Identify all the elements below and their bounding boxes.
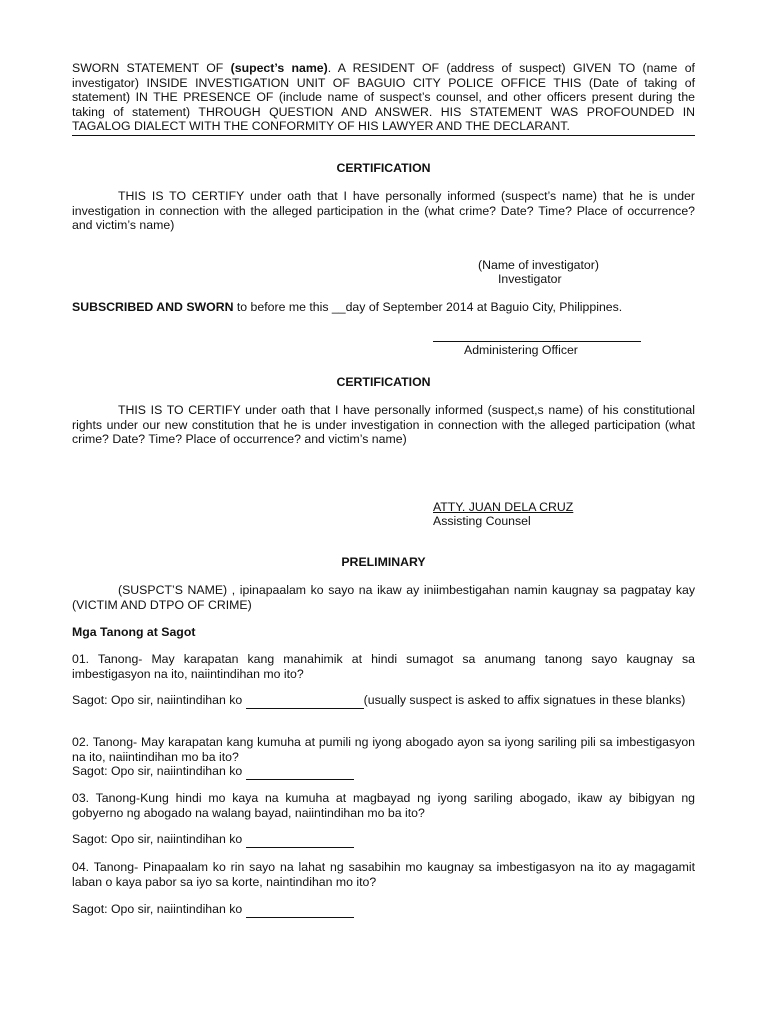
answer-1-prefix: Sagot: Opo sir, naiintindihan ko	[72, 693, 246, 707]
preliminary-body: (SUSPCT’S NAME) , ipinapaalam ko sayo na ikaw ay iniimbestigahan namin kaugnay sa pagpatay kay (VICTIM AND DTPO OF CRIME)	[72, 583, 695, 612]
question-3: 03. Tanong-Kung hindi mo kaya na kumuha at magbayad ng iyong sariling abogado, ikaw ay bibigyan ng gobyerno ng abogado na walang bayad, naiintindihan mo ba ito?	[72, 791, 695, 820]
question-2: 02. Tanong- May karapatan kang kumuha at pumili ng iyong abogado ayon sa iyong sariling pili sa imbestigasyon na ito, naiintindihan mo ba ito?	[72, 735, 695, 764]
qa-heading: Mga Tanong at Sagot	[72, 625, 196, 639]
signature-blank-4	[246, 902, 354, 918]
counsel-title: Assisting Counsel	[433, 514, 531, 528]
signature-blank-1	[246, 693, 364, 709]
answer-4-text: Sagot: Opo sir, naiintindihan ko	[72, 902, 246, 916]
intro-part1: SWORN STATEMENT OF	[72, 61, 231, 75]
administering-officer-label: Administering Officer	[464, 343, 578, 357]
subscribed-sworn-line	[72, 300, 695, 315]
suspect-name-placeholder: (supect’s name)	[230, 61, 328, 75]
answer-2	[72, 764, 695, 780]
answer-1-suffix: (usually suspect is asked to affix signatues in these blanks)	[363, 693, 686, 707]
certification-body-1: THIS IS TO CERTIFY under oath that I have personally informed (suspect’s name) that he is under investigation in connection with the alleged participation in the (what crime? Date? Time? Place of occurrence? and victim’s name)	[72, 189, 695, 232]
question-4: 04. Tanong- Pinapaalam ko rin sayo na lahat ng sasabihin mo kaugnay sa imbestigasyon na ito ay magagamit laban o kaya pabor sa iyo sa korte, naintindihan mo ito?	[72, 860, 695, 889]
answer-1	[72, 693, 695, 709]
intro-part2: . A RESIDENT OF (address of suspect) GIVEN TO (name of investigator) INSIDE INVESTIGATION UNIT OF BAGUIO CITY POLICE OFFICE THIS (Date of taking of statement) IN THE PRESENCE OF (include name of suspect’s counsel, and other officers present during the taking of statement) THROUGH QUESTION AND ANSWER. HIS STATEMENT WAS PROFOUNDED IN TAGALOG DIALECT WITH THE CONFORMITY OF HIS LAWYER AND THE DECLARANT.	[72, 61, 695, 133]
certification-title-1: CERTIFICATION	[336, 161, 431, 175]
answer-4	[72, 902, 695, 918]
subscribed-bold: SUBSCRIBED AND SWORN	[72, 300, 234, 314]
counsel-name: ATTY. JUAN DELA CRUZ	[433, 500, 574, 514]
investigator-name: (Name of investigator)	[478, 258, 599, 272]
answer-2-text: Sagot: Opo sir, naiintindihan ko	[72, 764, 246, 778]
administering-officer-signature-line	[433, 341, 641, 342]
answer-3-text: Sagot: Opo sir, naiintindihan ko	[72, 832, 246, 846]
certification-title-2: CERTIFICATION	[336, 375, 431, 389]
investigator-title: Investigator	[498, 272, 562, 286]
signature-blank-2	[246, 764, 354, 780]
certification-body-2: THIS IS TO CERTIFY under oath that I have personally informed (suspect,s name) of his constitutional rights under our new constitution that he is under investigation in connection with the alleged participation (what crime? Date? Time? Place of occurrence? and victim’s name)	[72, 403, 695, 446]
preliminary-title: PRELIMINARY	[341, 555, 426, 569]
answer-3	[72, 832, 695, 848]
question-1: 01. Tanong- May karapatan kang manahimik at hindi sumagot sa anumang tanong sayo kaugnay sa imbestigasyon na ito, naiintindihan mo ito?	[72, 652, 695, 681]
intro-paragraph	[72, 61, 695, 136]
subscribed-rest: to before me this __day of September 2014 at Baguio City, Philippines.	[233, 300, 623, 314]
signature-blank-3	[246, 832, 354, 848]
